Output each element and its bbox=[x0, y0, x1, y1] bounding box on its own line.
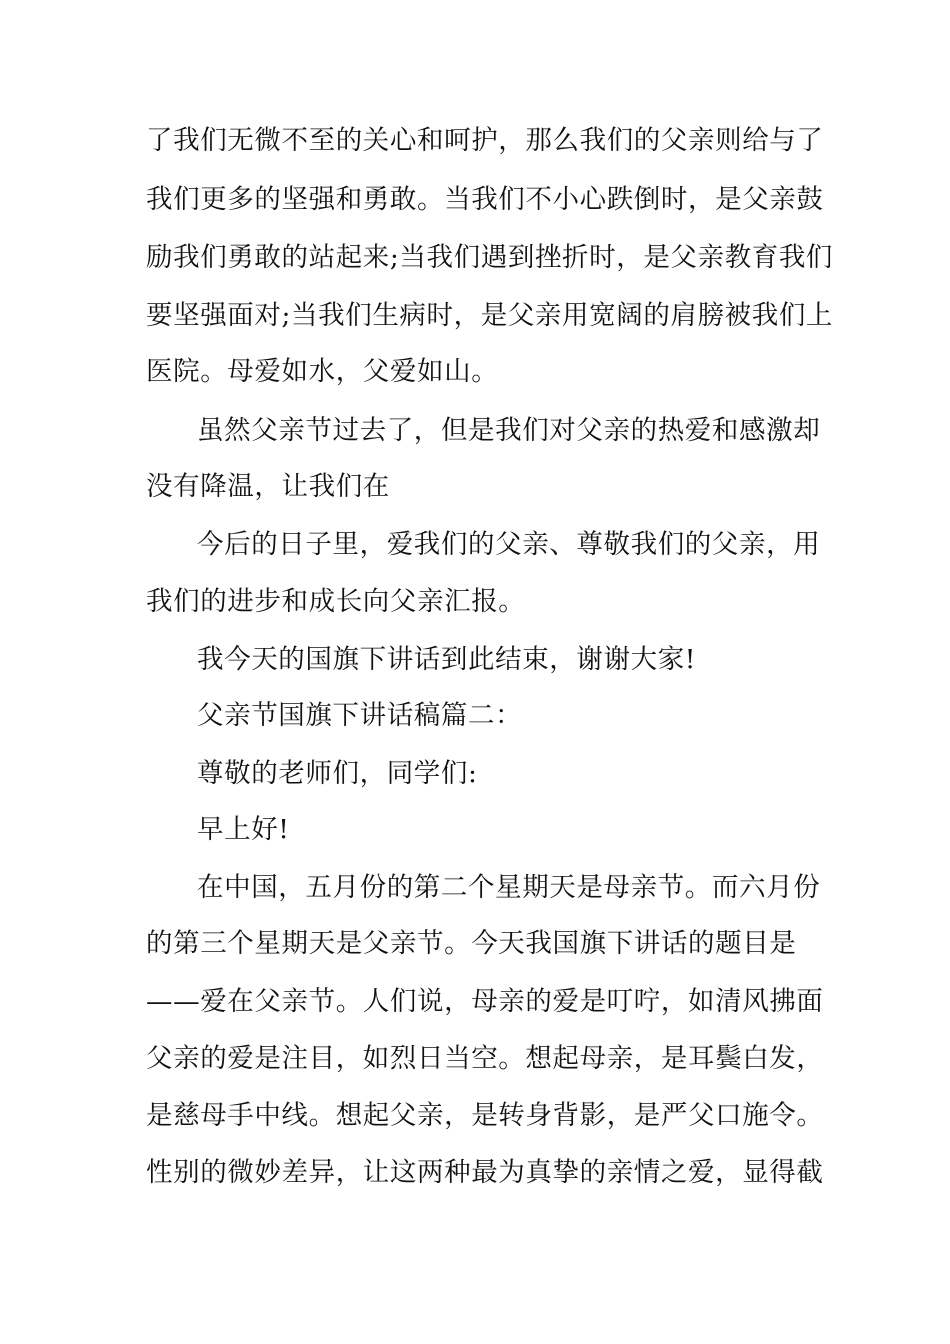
paragraph-first-line: 今后的日子里，爱我们的父亲、尊敬我们的父亲，用 bbox=[197, 529, 821, 560]
closing-line: 我今天的国旗下讲话到此结束，谢谢大家! bbox=[197, 644, 697, 675]
text-line: 性别的微妙差异，让这两种最为真挚的亲情之爱，显得截 bbox=[146, 1157, 824, 1188]
paragraph-first-line: 在中国，五月份的第二个星期天是母亲节。而六月份 bbox=[197, 872, 821, 903]
paragraph-first-line: 虽然父亲节过去了，但是我们对父亲的热爱和感激却 bbox=[197, 415, 821, 446]
text-line: 我们的进步和成长向父亲汇报。 bbox=[146, 586, 526, 617]
text-line: 了我们无微不至的关心和呵护，那么我们的父亲则给与了 bbox=[146, 125, 824, 156]
text-line: 没有降温，让我们在 bbox=[146, 471, 390, 502]
text-line: ——爱在父亲节。人们说，母亲的爱是叮咛，如清风拂面 bbox=[146, 986, 824, 1017]
greeting: 早上好! bbox=[197, 814, 290, 845]
text-line: 父亲的爱是注目，如烈日当空。想起母亲，是耳鬓白发， bbox=[146, 1043, 824, 1074]
text-line: 是慈母手中线。想起父亲，是转身背影，是严父口施令。 bbox=[146, 1100, 824, 1131]
text-line: 励我们勇敢的站起来;当我们遇到挫折时，是父亲教育我们 bbox=[146, 242, 834, 273]
text-line: 要坚强面对;当我们生病时，是父亲用宽阔的肩膀被我们上 bbox=[146, 300, 834, 331]
text-line: 的第三个星期天是父亲节。今天我国旗下讲话的题目是 bbox=[146, 928, 797, 959]
section-heading: 父亲节国旗下讲话稿篇二： bbox=[197, 700, 523, 731]
text-line: 我们更多的坚强和勇敢。当我们不小心跌倒时，是父亲鼓 bbox=[146, 184, 824, 215]
text-line: 医院。母爱如水，父爱如山。 bbox=[146, 356, 499, 387]
salutation: 尊敬的老师们，同学们: bbox=[197, 758, 478, 789]
